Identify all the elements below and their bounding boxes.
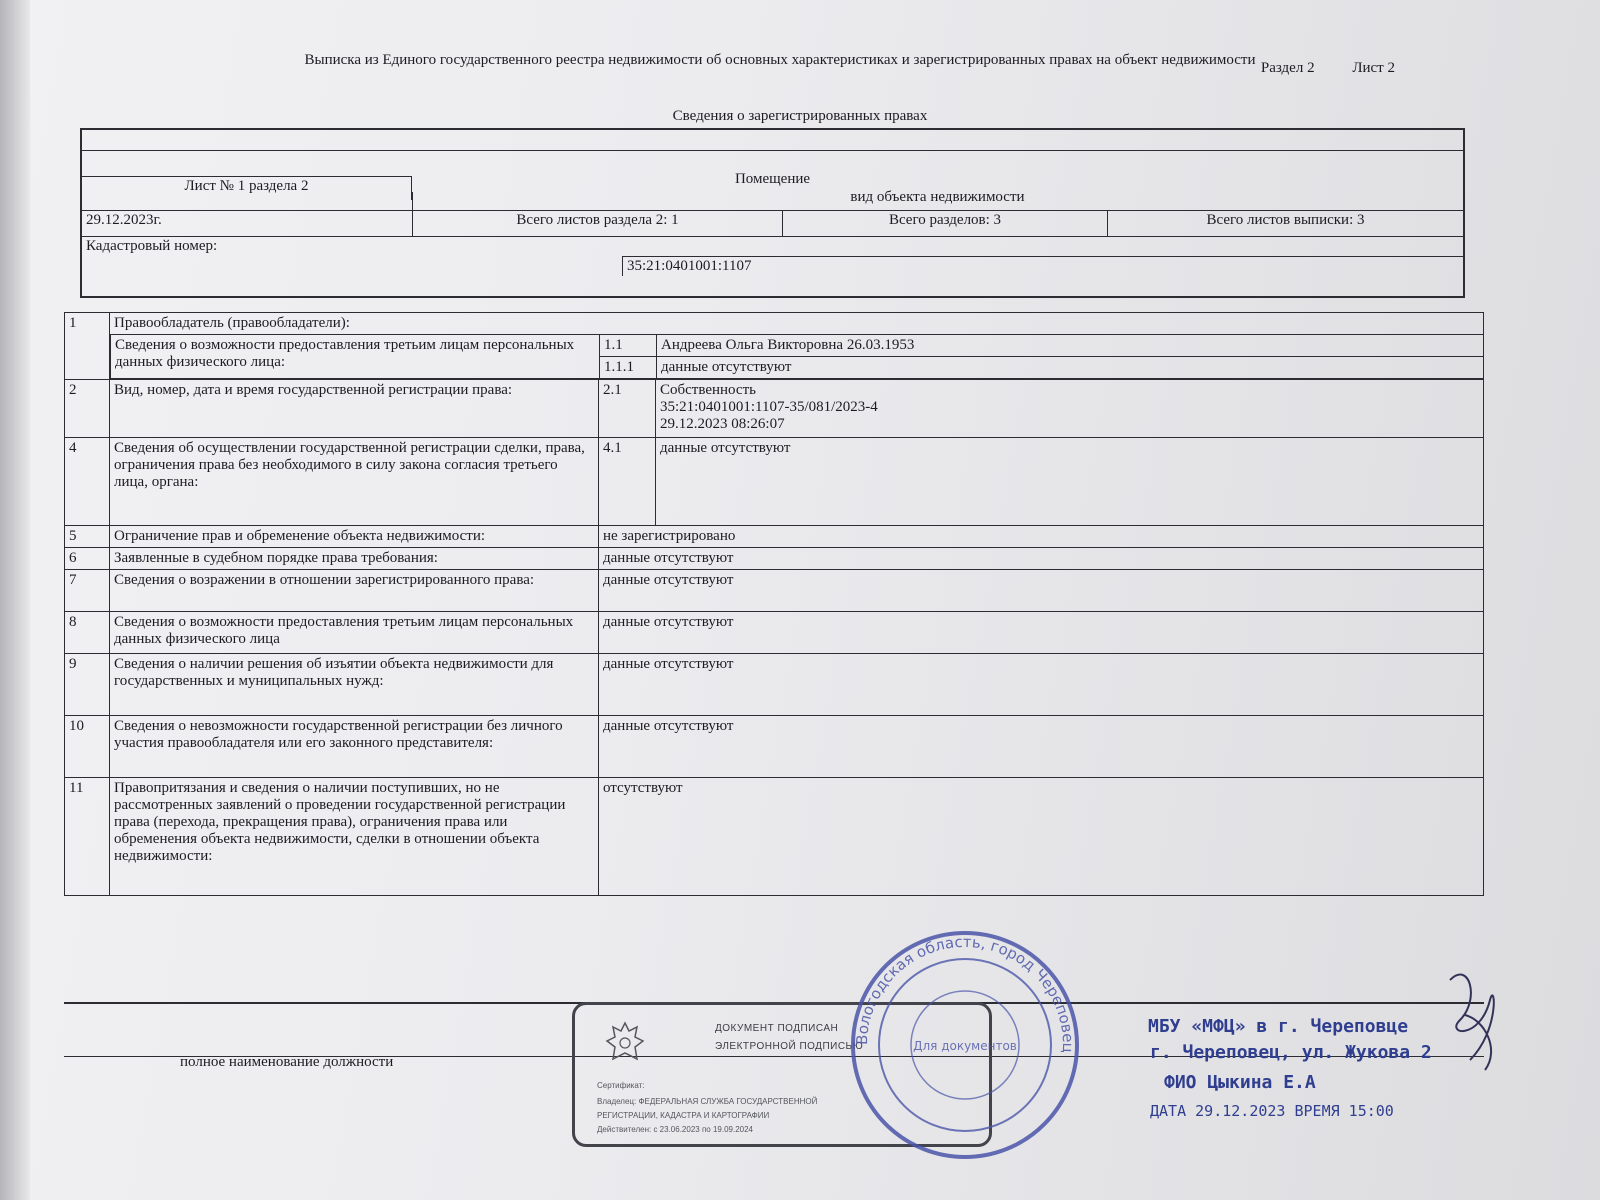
row-value: отсутствуют bbox=[599, 778, 1484, 896]
cadastral-number: 35:21:0401001:1107 bbox=[622, 256, 1463, 276]
row-number: 9 bbox=[65, 654, 110, 716]
document-title: Выписка из Единого государственного реестра недвижимости об основных характеристиках и зарегистрированных правах на объект недвижимости bbox=[304, 52, 1256, 68]
object-type: Помещение bbox=[734, 171, 811, 187]
registration-datetime: 29.12.2023 08:26:07 bbox=[660, 416, 785, 432]
ecp-validity: Действителен: с 23.06.2023 по 19.09.2024 bbox=[597, 1125, 753, 1134]
row-value: данные отсутствуют bbox=[599, 612, 1484, 654]
row-value: данные отсутствуют bbox=[599, 570, 1484, 612]
row-label: Сведения о возражении в отношении зарегистрированного права: bbox=[110, 570, 599, 612]
total-sheets-section: Всего листов раздела 2: 1 bbox=[412, 192, 782, 236]
sheet-of-section: Лист № 1 раздела 2 bbox=[82, 176, 412, 200]
row-value: не зарегистрировано bbox=[599, 526, 1484, 548]
row-number: 6 bbox=[65, 548, 110, 570]
rightholder-name: Андреева Ольга Викторовна 26.03.1953 bbox=[657, 335, 1484, 357]
row-number: 10 bbox=[65, 716, 110, 778]
ecp-subtitle: ЭЛЕКТРОННОЙ ПОДПИСЬЮ bbox=[715, 1041, 864, 1052]
row-label: Сведения об осуществлении государственной регистрации сделки, права, ограничения права без необходимого в силу закона согласия третьего лица, органа: bbox=[110, 438, 599, 526]
table-row bbox=[65, 438, 1484, 526]
table-row bbox=[65, 570, 1484, 612]
svg-text:Вологодская область, город Чер bbox=[853, 933, 1077, 1053]
row-label: Сведения о наличии решения об изъятии объекта недвижимости для государственных и муниципальных нужд: bbox=[110, 654, 599, 716]
ecp-owner-2: РЕГИСТРАЦИИ, КАДАСТРА И КАРТОГРАФИИ bbox=[597, 1111, 770, 1120]
section-label: Раздел 2 bbox=[1260, 60, 1315, 76]
row-label: Правообладатель (правообладатели): bbox=[110, 313, 1484, 335]
row-label: Заявленные в судебном порядке права требования: bbox=[110, 548, 599, 570]
row-value: данные отсутствуют bbox=[599, 654, 1484, 716]
mfc-employee: ФИО Цыкина Е.А bbox=[1164, 1072, 1316, 1093]
row-value: данные отсутствуют bbox=[657, 357, 1484, 379]
table-row bbox=[65, 334, 1484, 380]
row-label: Вид, номер, дата и время государственной регистрации права: bbox=[110, 380, 599, 438]
mfc-name: МБУ «МФЦ» в г. Череповце bbox=[1148, 1016, 1409, 1037]
issue-date: 29.12.2023г. bbox=[82, 210, 782, 236]
page-fold bbox=[0, 0, 30, 1200]
row-label: Сведения о невозможности государственной регистрации без личного участия правообладателя или его законного представителя: bbox=[110, 716, 599, 778]
registration-number: 35:21:0401001:1107-35/081/2023-4 bbox=[660, 399, 878, 415]
ecp-title: ДОКУМЕНТ ПОДПИСАН bbox=[715, 1023, 839, 1034]
row-number: 5 bbox=[65, 526, 110, 548]
row-number: 8 bbox=[65, 612, 110, 654]
table-row bbox=[65, 380, 1484, 438]
right-type: Собственность bbox=[660, 382, 756, 398]
object-header-box bbox=[80, 128, 1465, 298]
mfc-address: г. Череповец, ул. Жукова 2 bbox=[1150, 1042, 1432, 1063]
total-sections: Всего разделов: 3 bbox=[782, 210, 1107, 236]
handwritten-signature bbox=[1440, 960, 1510, 1080]
ecp-owner: Владелец: ФЕДЕРАЛЬНАЯ СЛУЖБА ГОСУДАРСТВЕННОЙ bbox=[597, 1097, 818, 1106]
total-sheets-extract: Всего листов выписки: 3 bbox=[1107, 210, 1463, 236]
sheet-label: Лист 2 bbox=[1352, 60, 1395, 76]
registration-details bbox=[656, 380, 1484, 438]
row-label: Сведения о возможности предоставления третьим лицам персональных данных физического лица: bbox=[111, 335, 600, 379]
row-value: данные отсутствуют bbox=[599, 548, 1484, 570]
row-number: 2 bbox=[65, 380, 110, 438]
row-number: 7 bbox=[65, 570, 110, 612]
position-caption: полное наименование должности bbox=[180, 1054, 394, 1070]
row-number: 11 bbox=[65, 778, 110, 896]
seal-inner-text: Для документов bbox=[913, 1039, 1017, 1053]
row-value: данные отсутствуют bbox=[656, 438, 1484, 526]
object-type-caption: вид объекта недвижимости bbox=[850, 189, 1025, 205]
table-row bbox=[65, 612, 1484, 654]
ecp-certificate: Сертификат: bbox=[597, 1081, 645, 1090]
cadastral-label: Кадастровый номер: bbox=[82, 236, 1463, 256]
rights-table bbox=[64, 312, 1484, 896]
table-row bbox=[65, 526, 1484, 548]
row-value: данные отсутствуют bbox=[599, 716, 1484, 778]
row-number: 4 bbox=[65, 438, 110, 526]
table-row bbox=[65, 313, 1484, 335]
row-label: Правопритязания и сведения о наличии поступивших, но не рассмотренных заявлений о проведении государственной регистрации права (перехода, прекращения права), ограничения права или обременения объекта недвижимости, сделки в отношении объекта недвижимости: bbox=[110, 778, 599, 896]
row-label: Ограничение прав и обременение объекта недвижимости: bbox=[110, 526, 599, 548]
table-row bbox=[65, 716, 1484, 778]
round-seal bbox=[845, 925, 1085, 1165]
row-subnumber: 4.1 bbox=[599, 438, 656, 526]
row-subnumber: 1.1.1 bbox=[600, 357, 657, 379]
row-number: 1 bbox=[65, 313, 110, 380]
table-row bbox=[65, 548, 1484, 570]
mfc-datetime: ДАТА 29.12.2023 ВРЕМЯ 15:00 bbox=[1150, 1102, 1394, 1120]
page-indicator bbox=[1227, 60, 1395, 77]
row-label: Сведения о возможности предоставления третьим лицам персональных данных физического лица bbox=[110, 612, 599, 654]
seal-round-text: Вологодская область, город Череповец bbox=[852, 932, 1078, 1054]
table-row bbox=[65, 654, 1484, 716]
table-row bbox=[65, 778, 1484, 896]
section-subtitle: Сведения о зарегистрированных правах bbox=[672, 108, 928, 124]
row-subnumber: 1.1 bbox=[600, 335, 657, 357]
coat-of-arms-icon bbox=[603, 1019, 647, 1069]
row-subnumber: 2.1 bbox=[599, 380, 656, 438]
